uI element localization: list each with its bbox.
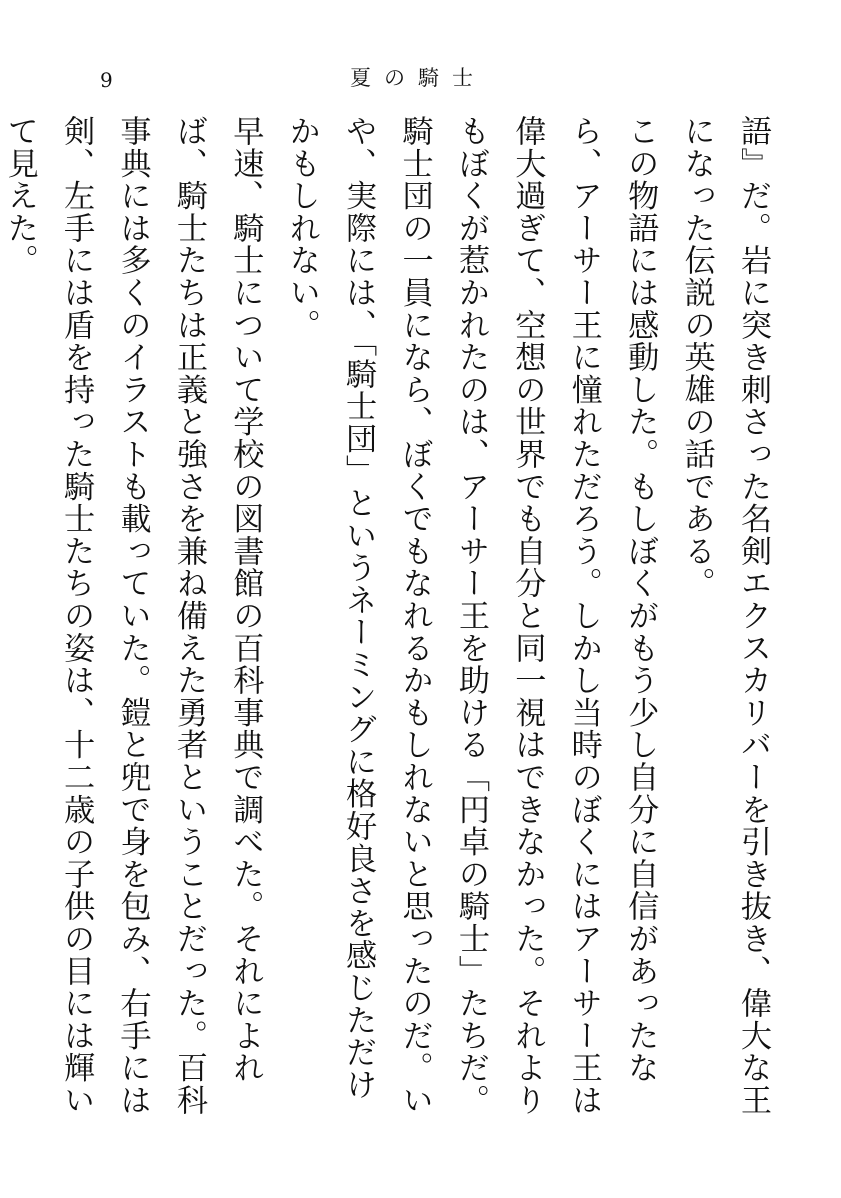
running-head: 夏の騎士: [350, 66, 486, 90]
paragraph-text: この物語には感動した。もしぼくがもう少し自分に自信があったなら、アーサー王に憧れただろう。しかし当時のぼくにはアーサー王は偉大過ぎて、空想の世界でも自分と同一視はできなかった。それよりもぼくが惹かれたのは、アーサー王を助ける「円卓の騎士」たちだ。騎士団の一員になら、ぼくでもなれるかもしれないと思ったのだ。いや、実際には、「騎士団」というネーミングに格好良さを感じただけかもしれない。: [283, 115, 659, 1117]
body-text: [1, 115, 781, 1125]
paragraph-text: 語』だ。岩に突き刺さった名剣エクスカリバーを引き抜き、偉大な王になった伝説の英雄の話である。: [678, 115, 771, 1117]
paragraph: [273, 115, 668, 1125]
paragraph: [668, 115, 781, 1125]
page-number: 9: [100, 68, 113, 92]
paragraph: [0, 115, 273, 1125]
paragraph-text: 早速、騎士について学校の図書館の百科事典で調べた。それによれば、騎士たちは正義と強さを兼ね備えた勇者ということだった。百科事典には多くのイラストも載っていた。鎧と兜で身を包み、右手には剣、左手には盾を持った騎士たちの姿は、十二歳の子供の目には輝いて見えた。: [1, 115, 264, 1117]
